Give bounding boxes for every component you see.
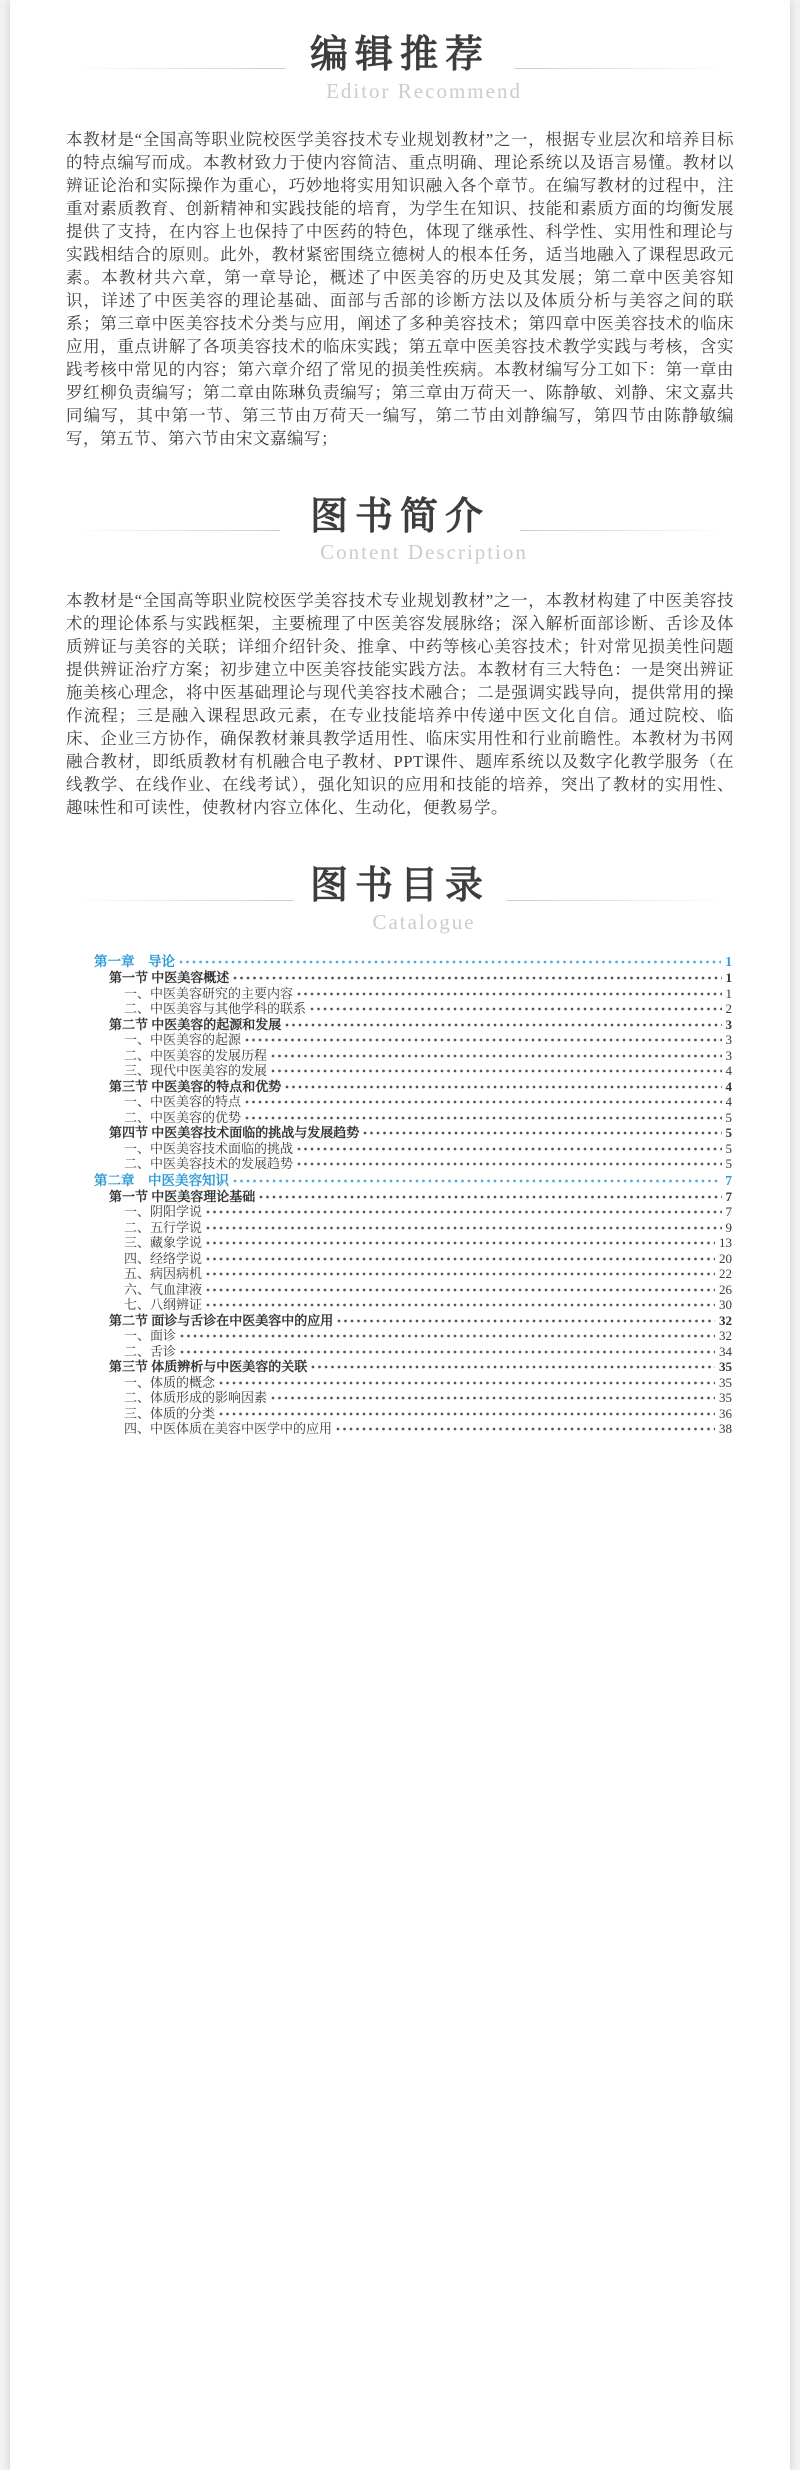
section-content-description [10,496,790,820]
editor-recommend-text [10,128,790,450]
toc-entry-label: 二、中医美容的优势 [124,1109,242,1125]
toc-entry-chapter [94,1172,732,1189]
toc-entry-label: 二、中医美容的发展历程 [124,1047,268,1063]
toc-page-number: 7 [725,1188,732,1204]
toc-page-number: 26 [719,1281,732,1297]
toc-entry-item [124,1266,732,1282]
section-title-en: Editor Recommend [326,78,522,103]
toc-page-number: 5 [725,1125,732,1141]
toc-entry-label: 第四节 中医美容技术面临的挑战与发展趋势 [109,1125,360,1141]
toc-entry-item [124,1251,732,1267]
section-heading-editor-recommend [10,34,790,104]
toc-entry-label: 二、舌诊 [124,1343,177,1359]
toc-entry-label: 一、阴阳学说 [124,1204,203,1220]
toc-entry-label: 六、气血津液 [124,1281,203,1297]
toc-dot-leader [285,1018,721,1031]
toc-entry-label: 一、中医美容研究的主要内容 [124,985,294,1001]
toc-entry-label: 一、面诊 [124,1328,177,1344]
toc-page-number: 5 [725,1140,732,1156]
toc-page-number: 20 [719,1250,732,1266]
heading-divider-right [514,68,730,69]
section-title-cn: 编辑推荐 [310,34,491,76]
toc-entry-item [124,1204,732,1220]
toc-dot-leader [206,1252,715,1265]
table-of-contents [10,953,790,1437]
toc-dot-leader [271,1049,721,1062]
toc-dot-leader [297,987,721,1000]
toc-dot-leader [206,1221,721,1234]
toc-page-number: 7 [725,1204,732,1220]
section-heading-catalogue [10,865,790,935]
heading-divider-right [520,530,730,531]
toc-entry-chapter [94,953,732,970]
toc-entry-label: 三、现代中医美容的发展 [124,1063,268,1079]
toc-dot-leader [297,1157,721,1170]
paragraph: 本教材是“全国高等职业院校医学美容技术专业规划教材”之一，根据专业层次和培养目标的特点编写而成。本教材致力于使内容简洁、重点明确、理论系统以及语言易懂。教材以辨证论治和实际操作为重心，巧妙地将实用知识融入各个章节。在编写教材的过程中，注重对素质教育、创新精神和实践技能的培育，为学生在知识、技能和素质方面的均衡发展提供了支持，在内容上也保持了中医药的特色，体现了继承性、科学性、实用性和理论与实践相结合的原则。此外，教材紧密围绕立德树人的根本任务，适当地融入了课程思政元素。本教材共六章，第一章导论，概述了中医美容的历史及其发展；第二章中医美容知识，详述了中医美容的理论基础、面部与舌部的诊断方法以及体质分析与美容之间的联系；第三章中医美容技术分类与应用，阐述了多种美容技术；第四章中医美容技术的临床应用，重点讲解了各项美容技术的临床实践；第五章中医美容技术教学实践与考核，含实践考核中常见的内容；第六章介绍了常见的损美性疾病。本教材编写分工如下：第一章由罗红柳负责编写；第二章由陈琳负责编写；第三章由万荷天一、陈静敏、刘静、宋文嘉共同编写，其中第一节、第三节由万荷天一编写，第二节由刘静编写，第四节由陈静敏编写，第五节、第六节由宋文嘉编写； [66,129,734,448]
toc-page-number: 1 [725,970,732,986]
toc-entry-item [124,1156,732,1172]
toc-dot-leader [245,1095,721,1108]
toc-dot-leader [336,1422,715,1435]
toc-entry-label: 一、中医美容技术面临的挑战 [124,1140,294,1156]
toc-entry-item [124,986,732,1002]
toc-dot-leader [219,1407,715,1420]
toc-entry-label: 第二节 中医美容的起源和发展 [109,1016,282,1032]
toc-entry-label: 第二节 面诊与舌诊在中医美容中的应用 [109,1312,334,1328]
toc-page-number: 3 [725,1016,732,1032]
heading-divider-left [70,900,294,901]
toc-entry-label: 第二章 中医美容知识 [94,1172,229,1188]
toc-entry-label: 二、体质形成的影响因素 [124,1390,268,1406]
section-title-en: Catalogue [372,910,476,935]
toc-page-number: 4 [725,1063,732,1079]
toc-page-number: 13 [719,1235,732,1251]
section-title-cn: 图书简介 [310,495,491,538]
toc-page-number: 38 [719,1421,732,1437]
toc-entry-item [124,1110,732,1126]
toc-entry-section [109,1359,732,1375]
toc-entry-label: 七、八纲辨证 [124,1297,203,1313]
toc-entry-label: 四、中医体质在美容中医学中的应用 [124,1421,333,1437]
toc-entry-label: 一、体质的概念 [124,1374,216,1390]
toc-dot-leader [363,1126,721,1139]
toc-page-number: 22 [719,1266,732,1282]
toc-page-number: 4 [725,1094,732,1110]
toc-dot-leader [206,1236,715,1249]
toc-entry-item [124,1344,732,1360]
toc-entry-label: 第三节 体质辨析与中医美容的关联 [109,1359,308,1375]
toc-entry-label: 四、经络学说 [124,1250,203,1266]
toc-dot-leader [271,1064,721,1077]
toc-dot-leader [297,1142,721,1155]
toc-dot-leader [245,1111,721,1124]
toc-page-number: 3 [725,1047,732,1063]
book-detail-page [10,0,790,2470]
toc-entry-label: 三、藏象学说 [124,1235,203,1251]
toc-page-number: 4 [725,1078,732,1094]
toc-entry-label: 二、五行学说 [124,1219,203,1235]
toc-entry-item [124,1141,732,1157]
heading-titles [302,34,522,104]
toc-page-number: 32 [719,1312,732,1328]
toc-entry-item [124,1235,732,1251]
toc-entry-item [124,1406,732,1422]
heading-divider-left [70,68,286,69]
toc-entry-section [109,1313,732,1329]
toc-entry-label: 二、中医美容与其他学科的联系 [124,1001,307,1017]
toc-entry-label: 二、中医美容技术的发展趋势 [124,1156,294,1172]
toc-entry-item [124,1032,732,1048]
toc-page-number: 36 [719,1405,732,1421]
toc-entry-section [109,1079,732,1095]
toc-dot-leader [206,1298,715,1311]
paragraph: 本教材是“全国高等职业院校医学美容技术专业规划教材”之一，本教材构建了中医美容技术的理论体系与实践框架，主要梳理了中医美容发展脉络；深入解析面部诊断、舌诊及体质辨证与美容的关联；详细介绍针灸、推拿、中药等核心美容技术；针对常见损美性问题提供辨证治疗方案；初步建立中医美容技能实践方法。本教材有三大特色：一是突出辨证施美核心理念，将中医基础理论与现代美容技术融合；二是强调实践导向，提供常用的操作流程；三是融入课程思政元素，在专业技能培养中传递中医文化自信。通过院校、临床、企业三方协作，确保教材兼具教学适用性、临床实用性和行业前瞻性。本教材为书网融合教材，即纸质教材有机融合电子教材、PPT课件、题库系统以及数字化教学服务（在线教学、在线作业、在线考试），强化知识的应用和技能的培养，突出了教材的实用性、趣味性和可读性，使教材内容立体化、生动化，便教易学。 [66,591,734,818]
toc-entry-label: 五、病因病机 [124,1266,203,1282]
toc-dot-leader [206,1205,721,1218]
toc-entry-section [109,1125,732,1141]
toc-page-number: 35 [719,1359,732,1375]
toc-page-number: 7 [725,1172,732,1188]
toc-dot-leader [337,1314,715,1327]
toc-entry-label: 一、中医美容的特点 [124,1094,242,1110]
toc-entry-item [124,1421,732,1437]
toc-dot-leader [206,1267,715,1280]
toc-page-number: 9 [725,1219,732,1235]
toc-entry-label: 第一章 导论 [94,954,175,970]
section-catalogue [10,865,790,1436]
toc-dot-leader [259,1190,721,1203]
toc-dot-leader [311,1360,715,1373]
toc-dot-leader [245,1033,721,1046]
toc-entry-item [124,1375,732,1391]
toc-entry-label: 第三节 中医美容的特点和优势 [109,1078,282,1094]
toc-dot-leader [233,971,721,984]
toc-entry-item [124,1282,732,1298]
toc-dot-leader [206,1283,715,1296]
heading-divider-right [506,900,730,901]
toc-entry-item [124,1220,732,1236]
toc-entry-item [124,1063,732,1079]
toc-dot-leader [285,1080,721,1093]
toc-entry-label: 三、体质的分类 [124,1405,216,1421]
toc-page-number: 3 [725,1032,732,1048]
content-description-text [10,589,790,819]
toc-entry-section [109,1017,732,1033]
toc-dot-leader [219,1376,715,1389]
toc-dot-leader [180,1329,715,1342]
toc-dot-leader [271,1391,715,1404]
section-title-cn: 图书目录 [310,865,491,908]
heading-titles [310,865,490,935]
toc-entry-item [124,1048,732,1064]
toc-entry-item [124,1390,732,1406]
toc-page-number: 30 [719,1297,732,1313]
toc-entry-section [109,970,732,986]
toc-page-number: 2 [725,1001,732,1017]
toc-page-number: 35 [719,1374,732,1390]
toc-entry-section [109,1189,732,1205]
toc-page-number: 5 [725,1109,732,1125]
toc-entry-label: 第一节 中医美容理论基础 [109,1188,256,1204]
section-heading-content-description [10,496,790,566]
toc-page-number: 5 [725,1156,732,1172]
toc-entry-item [124,1001,732,1017]
toc-dot-leader [233,1174,721,1187]
toc-entry-label: 一、中医美容的起源 [124,1032,242,1048]
toc-dot-leader [179,955,721,968]
heading-divider-left [70,530,280,531]
toc-entry-item [124,1328,732,1344]
toc-entry-item [124,1094,732,1110]
section-title-en: Content Description [320,540,528,565]
toc-dot-leader [310,1002,721,1015]
toc-page-number: 34 [719,1343,732,1359]
toc-page-number: 32 [719,1328,732,1344]
toc-entry-item [124,1297,732,1313]
section-editor-recommend [10,34,790,450]
toc-page-number: 1 [725,985,732,1001]
heading-titles [296,495,528,566]
toc-page-number: 35 [719,1390,732,1406]
toc-entry-label: 第一节 中医美容概述 [109,970,230,986]
toc-dot-leader [180,1345,715,1358]
toc-page-number: 1 [725,954,732,970]
